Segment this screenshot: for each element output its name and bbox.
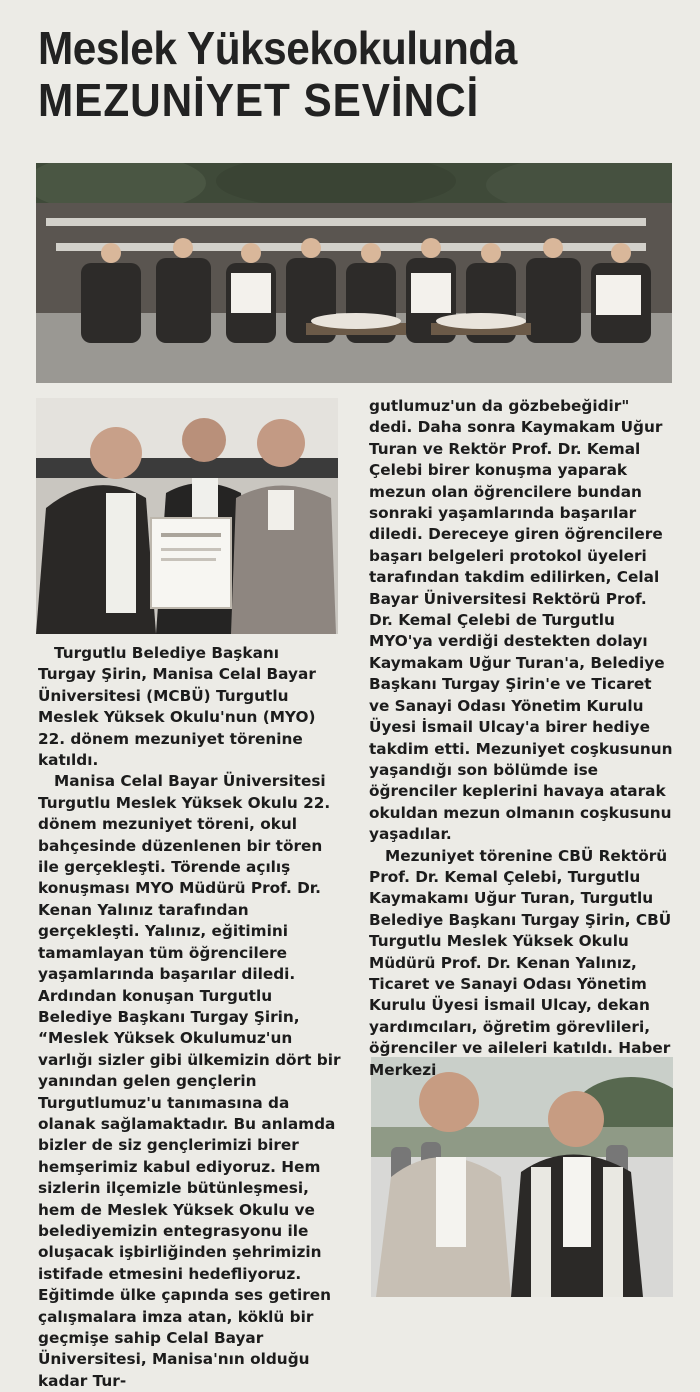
certificate-photo-image — [36, 398, 338, 634]
right-column-paragraph-2-text: Mezuniyet törenine CBÜ Rektörü Prof. Dr. Kemal Çelebi, Turgutlu Kaymakamı Uğur Turan, Turgutlu Belediye Başkanı Turgay Şirin, CBÜ Turgutlu Meslek Yüksek Okulu Müdürü Prof. Dr. Kenan Yalınız, Ticaret ve Sanayi Odası Yönetim Kurulu Üyesi İsmail Ulcay, dekan yardımcıları, öğretim görevlileri, öğrenciler ve aileleri katıldı. Haber Merkezi — [369, 846, 672, 1079]
graduate-photo — [371, 1057, 673, 1297]
graduate-photo-image — [371, 1057, 673, 1297]
right-column-paragraph-1 — [369, 396, 675, 846]
ceremony-photo-image — [36, 163, 672, 383]
certificate-photo — [36, 398, 338, 634]
right-column-paragraph-1-text: gutlumuz'un da gözbebeğidir" dedi. Daha sonra Kaymakam Uğur Turan ve Rektör Prof. Dr. Kemal Çelebi birer konuşma yaparak mezun olan öğrencilere bundan sonraki yaşamlarında başarılar diledi. Dereceye giren öğrencilere başarı belgeleri protokol üyeleri tarafından takdim edilirken, Celal Bayar Üniversitesi Rektörü Prof. Dr. Kemal Çelebi de Turgutlu MYO'ya verdiği destekten dolayı Kaymakam Uğur Turan'a, Belediye Başkanı Turgay Şirin'e ve Ticaret ve Sanayi Odası Yönetim Kurulu Üyesi İsmail Ulcay'a birer hediye takdim etti. Mezuniyet coşkusunun yaşandığı son bölümde ise öğrenciler keplerini havaya atarak okuldan mezun olmanın coşkusunu yaşadılar. — [369, 397, 673, 844]
left-column-body — [38, 771, 341, 1392]
headline — [38, 22, 678, 126]
photo-caption — [38, 643, 341, 771]
right-column-paragraph-2 — [369, 846, 675, 1081]
left-column — [38, 643, 341, 1392]
headline-line-1: Meslek Yüksekokulunda — [38, 22, 517, 74]
ceremony-photo — [36, 163, 672, 383]
photo-caption-text: Turgutlu Belediye Başkanı Turgay Şirin, Manisa Celal Bayar Üniversitesi (MCBÜ) Turgutlu Meslek Yüksek Okulu'nun (MYO) 22. dönem mezuniyet törenine katıldı. — [38, 644, 316, 770]
right-column — [369, 396, 675, 1081]
headline-line-2: MEZUNİYET SEVİNCİ — [38, 74, 480, 126]
left-column-body-text: Manisa Celal Bayar Üniversitesi Turgutlu Meslek Yüksek Okulu 22. dönem mezuniyet töreni, okul bahçesinde düzenlenen bir tören ile gerçekleşti. Törende açılış konuşması MYO Müdürü Prof. Dr. Kenan Yalınız tarafından gerçekleşti. Yalınız, eğitimini tamamlayan tüm öğrencilere yaşamlarında başarılar diledi. Ardından konuşan Turgutlu Belediye Başkanı Turgay Şirin, “Meslek Yüksek Okulumuz'un varlığı sizler gibi ülkemizin dört bir yanından gelen gençlerin Turgutlumuz'u tanımasına da olanak sağlamaktadır. Bu anlamda bizler de siz gençlerimizi birer hemşerimiz kabul ediyoruz. Hem sizlerin ilçemizle bütünleşmesi, hem de Meslek Yüksek Okulu ve belediyemizin entegrasyonu ile oluşacak işbirliğinden şehrimizin istifade etmesini hedefliyoruz. Eğitimde ülke çapında ses getiren çalışmalara imza atan, köklü bir geçmişe sahip Celal Bayar Üniversitesi, Manisa'nın olduğu kadar Tur- — [38, 772, 341, 1390]
